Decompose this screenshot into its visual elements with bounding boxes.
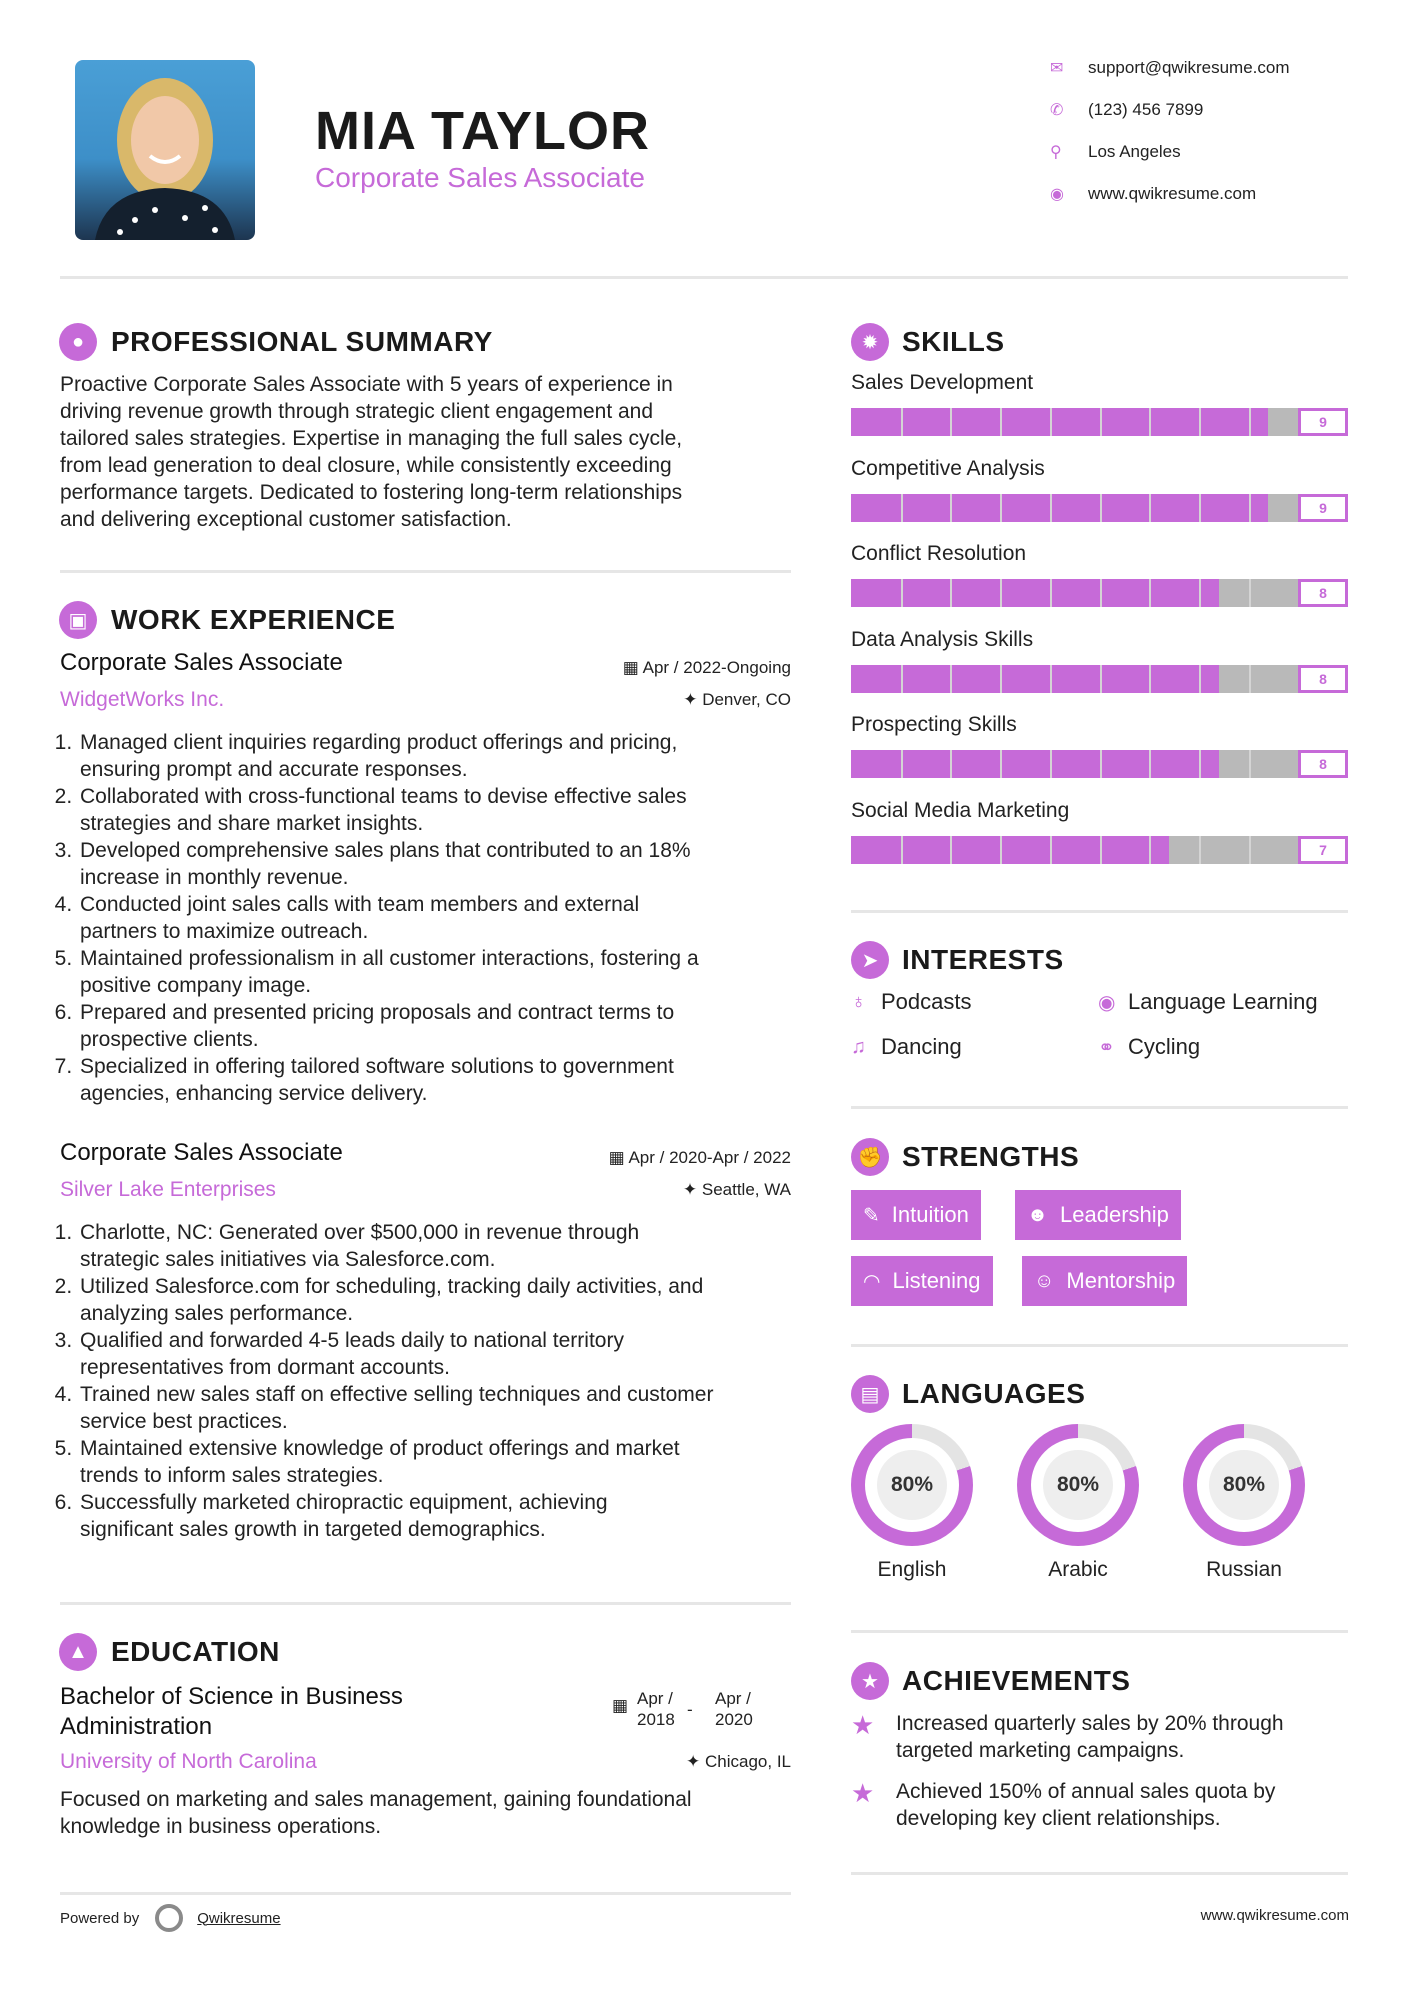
user-icon: ● <box>59 323 97 361</box>
list-item: 5. Maintained professionalism in all customer interactions, fostering a positive company image. <box>78 945 818 999</box>
star-badge-icon: ★ <box>851 1662 889 1700</box>
bicycle-icon: ⚭ <box>1098 1036 1115 1059</box>
calendar-icon: ▦ <box>608 1148 629 1167</box>
strengths-heading: STRENGTHS <box>902 1141 1080 1172</box>
skill-bar-segment <box>1149 579 1151 607</box>
job-company: WidgetWorks Inc. <box>60 688 225 711</box>
envelope-icon: ✉ <box>1050 60 1064 77</box>
summary-divider <box>60 570 791 573</box>
skill-bar-segment <box>1149 836 1151 864</box>
language-name: Arabic <box>1048 1558 1108 1581</box>
skill-bar-segment <box>1050 836 1052 864</box>
skill-bar-segment <box>901 579 903 607</box>
skill-bar-segment <box>1000 494 1002 522</box>
skill-bar <box>851 579 1348 607</box>
skill-bar <box>851 836 1348 864</box>
interests-divider <box>851 1106 1348 1109</box>
qwikresume-link[interactable]: Qwikresume <box>197 1909 281 1927</box>
skill-name: Social Media Marketing <box>851 798 1070 822</box>
powered-by-label: Powered by <box>60 1909 140 1927</box>
skill-score: 7 <box>1298 836 1348 864</box>
contact-phone-text: (123) 456 7899 <box>1088 100 1204 119</box>
calendar-icon: ▦ <box>622 658 643 677</box>
education-description: Focused on marketing and sales management, gaining foundational knowledge in business operations. <box>60 1788 692 1838</box>
skill-bar-segment <box>1000 408 1002 436</box>
skill-bar-segment <box>1100 408 1102 436</box>
music-note-icon: ♫ <box>851 1035 866 1058</box>
date-start: Apr / 2018 <box>637 1689 675 1729</box>
powered-by <box>60 1904 281 1932</box>
skill-bar-segment <box>950 494 952 522</box>
skill-score: 8 <box>1298 579 1348 607</box>
skill-bar-segment <box>950 836 952 864</box>
skill-bar-segment <box>1199 836 1201 864</box>
phone-icon: ✆ <box>1050 102 1064 119</box>
interest-item: ◉ Language Learning <box>1098 989 1318 1014</box>
language-percent: 80% <box>877 1450 947 1520</box>
skill-bar-fill <box>851 408 1268 436</box>
candidate-title: Corporate Sales Associate <box>315 162 645 193</box>
skill-bar-segment <box>1000 750 1002 778</box>
star-icon: ★ <box>851 1710 875 1740</box>
star-icon: ★ <box>851 1778 875 1808</box>
list-item: 2. Collaborated with cross-functional teams to devise effective sales strategies and share market insights. <box>78 783 818 837</box>
languages-heading: LANGUAGES <box>902 1378 1086 1409</box>
skill-bar-segment <box>1050 494 1052 522</box>
strength-badge: ✎ Intuition <box>851 1190 981 1240</box>
skill-bar-segment <box>1199 408 1201 436</box>
skills-divider <box>851 910 1348 913</box>
skill-name: Prospecting Skills <box>851 713 1017 736</box>
skill-bar-segment <box>1100 665 1102 693</box>
list-item: 7. Specialized in offering tailored software solutions to government agencies, enhancing service delivery. <box>78 1053 818 1107</box>
education-heading: EDUCATION <box>111 1636 280 1667</box>
summary-text: Proactive Corporate Sales Associate with 5 years of experience in driving revenue growth through strategic client engagement and tailored sales strategies. Expertise in managing the full sales cycle, from lead generation to deal closure, while consistently exceeding performance targets. Dedicated to fostering long-term relationships and delivering exceptional customer satisfaction. <box>60 373 683 531</box>
list-item: 5. Maintained extensive knowledge of product offerings and market trends to inform sales strategies. <box>78 1435 818 1489</box>
date-end: Apr / 2020 <box>715 1689 753 1729</box>
job-location: ✦ Denver, CO <box>683 690 791 709</box>
skill-bar-segment <box>1149 408 1151 436</box>
skill-bar-segment <box>1149 750 1151 778</box>
pin-icon: ✦ <box>686 1752 705 1771</box>
skill-bar-segment <box>901 494 903 522</box>
experience-heading: WORK EXPERIENCE <box>111 604 396 635</box>
language-icon: ▤ <box>851 1375 889 1413</box>
skill-name: Conflict Resolution <box>851 542 1027 565</box>
skill-bar-segment <box>1249 579 1251 607</box>
skill-bar-segment <box>1199 579 1201 607</box>
headphones-icon: ◠ <box>863 1270 881 1293</box>
interest-item: ♁ Podcasts <box>851 989 972 1014</box>
skill-bar-segment <box>1199 750 1201 778</box>
interest-item: ⚭ Cycling <box>1098 1034 1201 1059</box>
contact-location-text: Los Angeles <box>1088 142 1181 161</box>
job-title: Corporate Sales Associate <box>60 1139 343 1166</box>
experience-divider <box>60 1602 791 1605</box>
job-duties <box>58 1219 818 1543</box>
list-item: 1. Managed client inquiries regarding product offerings and pricing, ensuring prompt and accurate responses. <box>78 729 818 783</box>
calendar-icon: ▦ <box>612 1696 629 1715</box>
skill-bar-segment <box>1100 494 1102 522</box>
list-item: 6. Prepared and presented pricing proposals and contract terms to prospective clients. <box>78 999 818 1053</box>
languages-divider <box>851 1630 1348 1633</box>
language-name: Russian <box>1206 1558 1282 1581</box>
skill-bar-segment <box>1000 579 1002 607</box>
skill-bar <box>851 408 1348 436</box>
globe-icon: ◉ <box>1050 186 1064 203</box>
skill-bar-segment <box>1199 494 1201 522</box>
skill-score: 8 <box>1298 750 1348 778</box>
profile-photo <box>75 60 255 240</box>
list-item: 4. Conducted joint sales calls with team members and external partners to maximize outreach. <box>78 891 818 945</box>
map-pin-icon: ⚲ <box>1050 144 1062 161</box>
skill-name: Competitive Analysis <box>851 456 1045 480</box>
pin-icon: ✦ <box>682 1180 702 1199</box>
interest-item: ♫ Dancing <box>851 1034 962 1059</box>
strength-badge: ◠ Listening <box>851 1256 993 1306</box>
strengths-divider <box>851 1344 1348 1347</box>
contact-phone[interactable] <box>1050 100 1203 120</box>
qwikresume-logo-icon <box>155 1904 183 1932</box>
achievement-item: Achieved 150% of annual sales quota by developing key client relationships. <box>896 1780 1276 1830</box>
microphone-icon: ♁ <box>851 990 866 1013</box>
graduation-cap-icon: ▲ <box>59 1633 97 1671</box>
list-item: 2. Utilized Salesforce.com for scheduling, tracking daily activities, and analyzing sales performance. <box>78 1273 818 1327</box>
contact-email[interactable] <box>1050 58 1290 78</box>
skill-bar-fill <box>851 494 1268 522</box>
skill-name: Sales Development <box>851 371 1034 394</box>
skill-bar <box>851 494 1348 522</box>
skill-bar <box>851 750 1348 778</box>
globe-icon: ◉ <box>1098 991 1116 1014</box>
list-item: 4. Trained new sales staff on effective selling techniques and customer service best practices. <box>78 1381 818 1435</box>
language-name: English <box>877 1558 947 1581</box>
skill-bar-segment <box>901 750 903 778</box>
contact-email-text: support@qwikresume.com <box>1088 58 1290 77</box>
skill-bar-segment <box>1050 579 1052 607</box>
skill-bar-segment <box>1100 836 1102 864</box>
skill-bar-segment <box>950 665 952 693</box>
contact-website[interactable] <box>1050 184 1256 204</box>
skill-bar-segment <box>1000 665 1002 693</box>
header-divider <box>60 276 1348 279</box>
job-duties <box>58 729 818 1107</box>
job-title: Corporate Sales Associate <box>60 649 343 676</box>
job-location: ✦ Seattle, WA <box>682 1180 791 1199</box>
language-progress-ring <box>1183 1424 1305 1546</box>
skills-heading: SKILLS <box>902 326 1005 357</box>
strength-badge: ☺ Mentorship <box>1022 1256 1187 1306</box>
magic-wand-icon: ✎ <box>863 1204 880 1227</box>
pin-icon: ✦ <box>683 690 703 709</box>
fist-icon: ✊ <box>851 1138 889 1176</box>
degree-title: Bachelor of Science in Business Administration <box>60 1683 403 1740</box>
skill-score: 8 <box>1298 665 1348 693</box>
skill-bar-segment <box>1249 494 1251 522</box>
skill-score: 9 <box>1298 494 1348 522</box>
skill-bar-segment <box>901 836 903 864</box>
paper-plane-icon: ➤ <box>851 941 889 979</box>
skill-bar-segment <box>950 579 952 607</box>
lightbulb-icon: ✹ <box>851 323 889 361</box>
achievement-item: Increased quarterly sales by 20% through targeted marketing campaigns. <box>896 1712 1284 1762</box>
skill-bar-segment <box>1199 665 1201 693</box>
skill-bar-segment <box>1050 408 1052 436</box>
skill-bar <box>851 665 1348 693</box>
skill-bar-segment <box>1249 665 1251 693</box>
skill-bar-segment <box>1000 836 1002 864</box>
achievements-heading: ACHIEVEMENTS <box>902 1665 1131 1696</box>
achievements-divider <box>851 1872 1348 1875</box>
job-date: ▦ Apr / 2020-Apr / 2022 <box>608 1148 791 1167</box>
list-item: 3. Qualified and forwarded 4-5 leads daily to national territory representatives from dormant accounts. <box>78 1327 818 1381</box>
date-separator: - <box>687 1700 693 1719</box>
skill-bar-segment <box>1050 750 1052 778</box>
skill-bar-segment <box>1249 836 1251 864</box>
users-icon: ☻ <box>1027 1203 1049 1226</box>
avatar <box>75 60 255 240</box>
education-divider <box>60 1892 791 1895</box>
skill-bar-segment <box>1050 665 1052 693</box>
user-plus-icon: ☺ <box>1034 1269 1055 1292</box>
candidate-name: MIA TAYLOR <box>315 101 651 161</box>
language-progress-ring <box>851 1424 973 1546</box>
school-name: University of North Carolina <box>60 1750 317 1773</box>
contact-website-text: www.qwikresume.com <box>1088 184 1257 203</box>
skill-bar-fill <box>851 836 1169 864</box>
skill-bar-segment <box>1100 579 1102 607</box>
skill-bar-segment <box>950 750 952 778</box>
list-item: 3. Developed comprehensive sales plans that contributed to an 18% increase in monthly revenue. <box>78 837 818 891</box>
skill-bar-segment <box>1149 665 1151 693</box>
skill-bar-fill <box>851 665 1219 693</box>
strength-badge: ☻ Leadership <box>1015 1190 1181 1240</box>
skill-score: 9 <box>1298 408 1348 436</box>
briefcase-icon: ▣ <box>59 601 97 639</box>
language-progress-ring <box>1017 1424 1139 1546</box>
list-item: 6. Successfully marketed chiropractic equipment, achieving significant sales growth in targeted demographics. <box>78 1489 818 1543</box>
language-percent: 80% <box>1209 1450 1279 1520</box>
skill-bar-segment <box>901 665 903 693</box>
footer-url[interactable]: www.qwikresume.com <box>1200 1907 1349 1924</box>
skill-bar-segment <box>1249 750 1251 778</box>
skill-bar-fill <box>851 750 1219 778</box>
job-date: ▦ Apr / 2022-Ongoing <box>622 658 791 677</box>
job-company: Silver Lake Enterprises <box>60 1178 276 1201</box>
list-item: 1. Charlotte, NC: Generated over $500,000 in revenue through strategic sales initiatives via Salesforce.com. <box>78 1219 818 1273</box>
skill-name: Data Analysis Skills <box>851 627 1034 651</box>
summary-heading: PROFESSIONAL SUMMARY <box>111 326 493 357</box>
skill-bar-segment <box>1100 750 1102 778</box>
skill-bar-segment <box>1249 408 1251 436</box>
skill-bar-segment <box>1149 494 1151 522</box>
interests-heading: INTERESTS <box>902 944 1064 975</box>
contact-location <box>1050 142 1181 162</box>
skill-bar-fill <box>851 579 1219 607</box>
education-location: ✦ Chicago, IL <box>686 1752 791 1771</box>
skill-bar-segment <box>901 408 903 436</box>
skill-bar-segment <box>950 408 952 436</box>
language-percent: 80% <box>1043 1450 1113 1520</box>
